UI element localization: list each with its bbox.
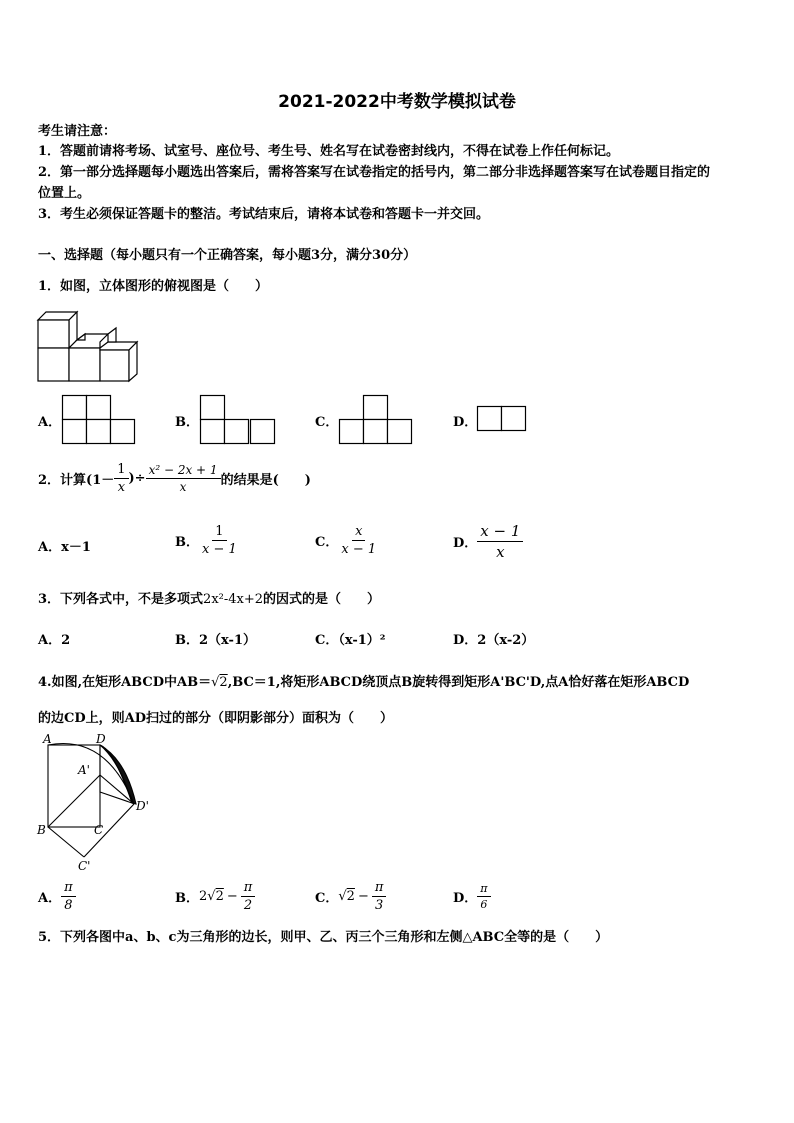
q2-option-a-text: x－1: [61, 540, 91, 555]
q4-option-d-den: 6: [480, 898, 488, 911]
q2-option-c: [315, 524, 379, 557]
q2-option-d-num: x − 1: [477, 522, 523, 542]
q4-line-1b: ,BC＝1,将矩形ABCD绕顶点B旋转得到矩形A'BC'D,点A恰好落在矩形ABCD: [227, 675, 690, 690]
q4-label-d-prime: D': [136, 799, 149, 813]
q2-option-c-num: x: [352, 524, 365, 541]
q4-label-c: C: [94, 823, 104, 837]
q4-option-d-num: π: [477, 882, 490, 897]
q2-stem: [38, 462, 311, 495]
q2-suffix: 的结果是( ): [220, 473, 311, 488]
q4-option-b-coeff: 2: [199, 889, 208, 904]
q4-option-b-den: 2: [243, 898, 253, 913]
q3-option-a: A．2: [38, 633, 71, 648]
section-heading: 一、选择题（每小题只有一个正确答案，每小题3分，满分30分）: [38, 248, 417, 263]
q4-option-b-minus: −: [226, 889, 238, 904]
notice-heading: 考生请注意：: [38, 124, 117, 139]
q4-option-c-root: 2: [346, 889, 355, 904]
q4-option-d: [453, 882, 491, 911]
page-title: 2021-2022中考数学模拟试卷: [278, 92, 516, 112]
q1-option-d-label: D．: [453, 415, 478, 430]
q4-label-a: A: [43, 732, 52, 746]
q3-option-b: B．2（x-1）: [175, 633, 256, 648]
q2-f1-num: 1: [114, 462, 128, 479]
notice-item-1: 1．答题前请将考场、试室号、座位号、考生号、姓名写在试卷密封线内，不得在试卷上作任何标记。: [38, 144, 620, 159]
q4-line-1a: 4.如图,在矩形ABCD中AB＝: [38, 675, 212, 690]
q4-option-b-fraction: [241, 880, 256, 913]
q1-option-c-figure: [339, 395, 413, 445]
q1-stem: 1．如图，立体图形的俯视图是（ ）: [38, 279, 269, 294]
q2-option-a-label: A．: [38, 540, 62, 555]
q4-option-c-num: π: [372, 880, 387, 897]
q3-stem-b: 的因式的是（ ）: [263, 592, 381, 607]
q3-stem: [38, 588, 380, 607]
q4-option-c-minus: −: [357, 889, 369, 904]
q5-stem: 5．下列各图中a、b、c为三角形的边长，则甲、乙、丙三个三角形和左侧△ABC全等的是（ ）: [38, 930, 609, 945]
q4-option-a-label: A．: [38, 891, 62, 906]
q4-label-a-prime: A': [78, 763, 90, 777]
q2-option-a: [38, 536, 91, 555]
q2-option-c-fraction: [338, 524, 379, 557]
q4-option-c-den: 3: [374, 898, 384, 913]
q2-option-d-label: D．: [453, 536, 478, 551]
q3-option-d: D．2（x-2）: [453, 633, 535, 648]
q4-option-a-fraction: [61, 880, 76, 913]
q4-option-b-root: 2: [215, 889, 224, 904]
q2-f2-num: x² − 2x + 1: [146, 463, 221, 479]
notice-item-2: 2．第一部分选择题每小题选出答案后，需将答案写在试卷指定的括号内，第二部分非选择题答案写在试卷题目指定的: [38, 165, 711, 180]
q4-option-d-label: D．: [453, 891, 478, 906]
q4-option-b-num: π: [241, 880, 256, 897]
q2-fraction-1: [114, 462, 128, 495]
q2-option-b-num: 1: [212, 524, 226, 541]
q1-option-d-figure: [477, 406, 529, 432]
q3-option-c: C．（x-1）²: [315, 633, 386, 648]
q4-option-a-num: π: [61, 880, 76, 897]
q4-option-a-den: 8: [64, 898, 73, 913]
q4-root: 2: [219, 675, 228, 690]
q1-option-c-label: C．: [315, 415, 339, 430]
q4-option-c: C． √ 2 − $\frac{\pi}{3}$: [315, 880, 386, 913]
q1-option-a-figure: [62, 395, 136, 445]
notice-item-3: 3．考生必须保证答题卡的整洁。考试结束后，请将本试卷和答题卡一并交回。: [38, 207, 490, 222]
q2-f1-den: x: [117, 480, 126, 495]
q4-option-d-fraction: [477, 882, 490, 911]
q2-option-b-den: x − 1: [202, 542, 237, 557]
q4-option-a: [38, 880, 76, 913]
q3-stem-a: 3．下列各式中，不是多项式: [38, 592, 204, 607]
q2-option-d-fraction: [477, 522, 523, 561]
q4-option-b-label: B．: [175, 891, 199, 906]
q2-fraction-2: [146, 463, 221, 494]
q2-option-d: [453, 522, 523, 561]
q2-option-d-den: x: [496, 543, 505, 561]
q4-rectangle-figure: [36, 732, 166, 872]
q2-option-b-label: B．: [175, 535, 199, 550]
q4-label-b: B: [37, 823, 46, 837]
q4-line-1: 4.如图,在矩形ABCD中AB＝√2,BC＝1,将矩形ABCD绕顶点B旋转得到矩形A'BC'D,点A恰好落在矩形ABCD: [38, 675, 690, 690]
q2-mid: )÷: [128, 471, 146, 486]
q2-option-c-den: x − 1: [341, 542, 377, 557]
q2-prefix: 2．计算(1－: [38, 473, 115, 488]
q1-option-b-label: B．: [175, 415, 199, 430]
q4-label-d: D: [96, 732, 106, 746]
q4-label-c-prime: C': [78, 859, 91, 873]
q2-option-b: [175, 524, 240, 557]
notice-item-2-cont: 位置上。: [38, 186, 91, 201]
q4-option-c-label: C．: [315, 891, 339, 906]
q2-f2-den: x: [179, 480, 187, 494]
q2-option-b-fraction: [199, 524, 240, 557]
q2-option-c-label: C．: [315, 535, 339, 550]
q1-3d-figure: [36, 308, 146, 388]
q4-option-c-fraction: [372, 880, 387, 913]
q4-line-2: 的边CD上，则AD扫过的部分（即阴影部分）面积为（ ）: [38, 711, 393, 726]
q1-option-a-label: A．: [38, 415, 62, 430]
q4-option-b: B． 2 √ 2 − $\frac{\pi}{2}$: [175, 880, 255, 913]
q1-option-b-figure: [200, 395, 276, 445]
q3-polynomial: 2x²-4x+2: [203, 592, 264, 607]
